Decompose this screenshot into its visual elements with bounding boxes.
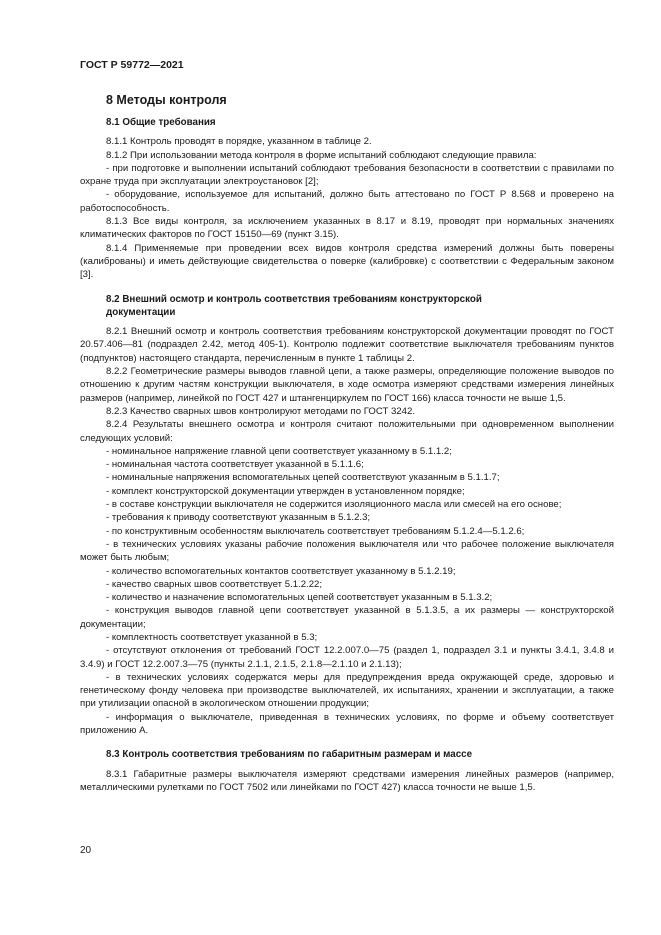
- paragraph: 8.1.3 Все виды контроля, за исключением указанных в 8.17 и 8.19, проводят при нормальных значениях климатических факторов по ГОСТ 15150—69 (пункт 3.15).: [80, 216, 614, 241]
- subsection-title-line: 8.2 Внешний осмотр и контроль соответствия требованиям конструкторской: [106, 293, 482, 305]
- section-title: 8 Методы контроля: [106, 93, 227, 107]
- list-item: - конструкция выводов главной цепи соответствует указанной в 5.1.3.5, а их размеры — конструкторской документации;: [80, 605, 614, 630]
- list-item: - комплект конструкторской документации утвержден в установленном порядке;: [106, 485, 465, 497]
- subsection-body: [80, 768, 614, 795]
- list-item: - требования к приводу соответствуют указанным в 5.1.2.3;: [106, 512, 371, 524]
- list-item: - количество вспомогательных контактов соответствует указанному в 5.1.2.19;: [106, 565, 456, 577]
- paragraph: 8.3.1 Габаритные размеры выключателя измеряют средствами измерения линейных размеров (например, металлическими рулетками по ГОСТ 7502 или линейками по ГОСТ 427) класса точности не выше 1,5.: [80, 768, 614, 793]
- list-item: - оборудование, используемое для испытаний, должно быть аттестовано по ГОСТ Р 8.568 и проверено на работоспособность.: [80, 189, 614, 214]
- paragraph: 8.2.4 Результаты внешнего осмотра и контроля считают положительными при одновременном выполнении следующих условий:: [80, 419, 614, 444]
- paragraph: 8.1.4 Применяемые при проведении всех видов контроля средства измерений должны быть поверены (калиброваны) и иметь действующие свидетельства о поверке (калибровке) с соответствии с Федеральным законом [3].: [80, 242, 614, 281]
- subsection-title: 8.3 Контроль соответствия требованиям по габаритным размерам и массе: [106, 749, 473, 761]
- list-item: - номинальное напряжение главной цепи соответствует указанному в 5.1.1.2;: [106, 445, 452, 457]
- page-number: 20: [80, 845, 92, 856]
- document-body: [80, 92, 614, 794]
- list-item: - номинальная частота соответствует указанной в 5.1.1.6;: [106, 459, 364, 471]
- list-item: - качество сварных швов соответствует 5.1.2.22;: [106, 578, 323, 590]
- paragraph: 8.2.1 Внешний осмотр и контроль соответствия требованиям конструкторской документации проводят по ГОСТ 20.57.406—81 (подраздел 2.42, метод 405-1). Контролю подлежит соответствие выключателя требованиям пунктов (подпунктов) настоящего стандарта, перечисленным в пункте 1 таблицы 2.: [80, 326, 614, 364]
- list-item: - по конструктивным особенностям выключатель соответствует требованиям 5.1.2.4—5.1.2.6;: [106, 525, 525, 537]
- document-code-header: ГОСТ Р 59772—2021: [80, 59, 184, 71]
- subsection-body: [80, 135, 614, 281]
- paragraph: 8.1.2 При использовании метода контроля в форме испытаний соблюдают следующие правила:: [106, 149, 537, 161]
- subsection-title: 8.1 Общие требования: [106, 117, 216, 128]
- list-item: - информация о выключателе, приведенная в технических условиях, по форме и объему соответствует приложению А.: [80, 711, 614, 737]
- list-item: - отсутствуют отклонения от требований ГОСТ 12.2.007.0—75 (раздел 1, подраздел 3.1 и пункты 3.4.1, 3.4.8 и 3.4.9) и ГОСТ 12.2.007.3—75 (пункты 2.1.1, 2.1.5, 2.1.8—2.1.10 и 2.1.13);: [80, 645, 614, 670]
- subsection-title-line: документации: [106, 306, 176, 318]
- list-item: - комплектность соответствует указанной в 5.3;: [106, 631, 318, 643]
- list-item: - в технических условиях содержатся меры для предупреждения вреда окружающей среде, здоровью и генетическому фонду человека при производстве выключателей, их испытаниях, хранении и эксплуатации, а также при утилизации опасной в экологическом отношении продукции;: [80, 671, 614, 710]
- list-item: - при подготовке и выполнении испытаний соблюдают требования безопасности в соответствии с правилами по охране труда при эксплуатации электроустановок [2];: [80, 162, 614, 188]
- paragraph: 8.2.2 Геометрические размеры выводов главной цепи, а также размеры, определяющие положение выводов по отношению к другим частям конструкции выключателя, в ходе осмотра измеряют средствами измерения линейных размеров (например, линейкой по ГОСТ 427 и штангенциркулем по ГОСТ 166) класса точности не выше 1,5.: [80, 366, 614, 404]
- list-item: - в составе конструкции выключателя не содержится изоляционного масла или смесей на его основе;: [106, 499, 562, 511]
- list-item: - номинальные напряжения вспомогательных цепей соответствуют указанным в 5.1.1.7;: [106, 472, 500, 484]
- subsection-title: [80, 293, 614, 320]
- paragraph: 8.2.3 Качество сварных швов контролируют методами по ГОСТ 3242.: [106, 405, 415, 417]
- list-item: - в технических условиях указаны рабочие положения выключателя или что рабочее положение выключателя может быть любым;: [80, 538, 614, 564]
- subsection-body: [80, 325, 614, 737]
- paragraph: 8.1.1 Контроль проводят в порядке, указанном в таблице 2.: [106, 136, 372, 148]
- list-item: - количество и назначение вспомогательных цепей соответствует указанным в 5.1.3.2;: [106, 592, 493, 604]
